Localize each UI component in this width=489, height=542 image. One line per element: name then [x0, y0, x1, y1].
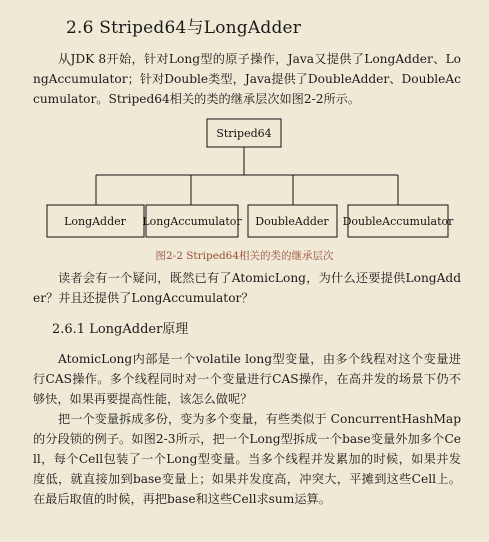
split-variable-paragraph: 把一个变量拆成多份，变为多个变量，有些类似于 ConcurrentHashMap 的分段锁的例子。如图2-3所示，把一个Long型拆成一个base变量外加多个Cell，每个Cell包装了一个Long型变量。当多个线程并发累加的时候，如果并发度低，就直接加到base变量上；如果并发度高，冲突大，平摊到这些Cell上。在最后取值的时候，再把base和这些Cell求sum运算。: [33, 412, 461, 506]
inheritance-diagram: [40, 118, 455, 240]
intro-paragraph: 从JDK 8开始，针对Long型的原子操作，Java又提供了LongAdder、LongAccumulator；针对Double类型，Java提供了DoubleAdder、DoubleAccumulator。Striped64相关的类的继承层次如图2-2所示。: [33, 52, 461, 106]
atomiclong-paragraph: AtomicLong内部是一个volatile long型变量，由多个线程对这个变量进行CAS操作。多个线程同时对一个变量进行CAS操作，在高并发的场景下仍不够快，如果再要提高性能，该怎么做呢？: [33, 352, 461, 406]
diagram-node-doubleaccumulator: DoubleAccumulator: [342, 215, 454, 228]
subsection-heading: 2.6.1 LongAdder原理: [52, 322, 189, 337]
diagram-node-doubleadder: DoubleAdder: [255, 215, 329, 228]
diagram-node-longaccumulator: LongAccumulator: [142, 215, 242, 228]
diagram-node-longadder: LongAdder: [64, 215, 126, 228]
question-paragraph: 读者会有一个疑问，既然已有了AtomicLong，为什么还要提供LongAdder？并且还提供了LongAccumulator？: [33, 271, 461, 305]
section-heading: 2.6 Striped64与LongAdder: [66, 18, 302, 38]
diagram-root-label: Striped64: [216, 127, 272, 140]
figure-caption: 图2-2 Striped64相关的类的继承层次: [155, 250, 334, 262]
